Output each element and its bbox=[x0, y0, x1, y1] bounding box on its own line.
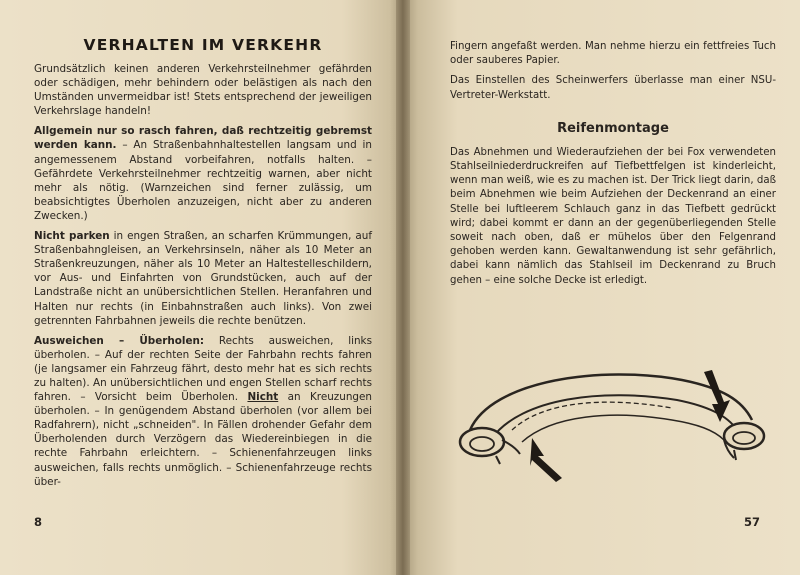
overtaking-text-b: an Kreuzungen überholen. – In genügendem Abstand überholen (vor allem bei Radfahrern), nicht „schneiden". In Fällen drohender Gefahr dem Überholenden durch Verzögern das Wiedereinbiegen in die rechte Fahrbahn erleichtern. – Schienenfahrzeugen links ausweichen, falls rechts unmöglich. – Schienenfahrzeuge rechts über- bbox=[34, 391, 372, 488]
overtaking-nicht: Nicht bbox=[247, 391, 279, 404]
nsu-paragraph: Das Einstellen des Scheinwerfers überlasse man einer NSU-Vertreter-Werkstatt. bbox=[450, 75, 776, 101]
speed-lead: Allgemein nur so rasch fahren, daß rechtzeitig gebremst werden kann. bbox=[34, 125, 372, 152]
parking-lead: Nicht parken bbox=[34, 230, 110, 243]
right-page bbox=[402, 0, 800, 575]
tire-mounting-paragraph: Das Abnehmen und Wiederaufziehen der bei Fox verwendeten Stahlseilniederdruckreifen auf Tiefbettfelgen ist kinderleicht, wenn man weiß, wie es zu machen ist. Der Trick liegt darin, daß beim Abnehmen wie beim Aufziehen der Deckenrand an einer Stelle bei luftleerem Schlauch ganz in das Tiefbett gedrückt wird; dabei kommt er dann an der gegenüberliegenden Stelle soweit nach oben, daß er mühelos über den Felgenrand gehoben werden kann. Gewaltanwendung ist sehr gefährlich, dabei kann nämlich das Stahlseil im Deckenrand zu Bruch gehen – eine solche Decke ist erledigt. bbox=[450, 146, 776, 286]
overtaking-text-a: Rechts ausweichen, links überholen. – Auf der rechten Seite der Fahrbahn rechts fahren (je langsamer ein Fahrzeug fährt, desto mehr hat es sich rechts zu halten). An unübersichtlichen und engen Stellen scharf rechts fahren. – Vorsicht beim Überholen. bbox=[34, 334, 372, 404]
overtaking-lead: Ausweichen – Überholen: bbox=[34, 334, 205, 347]
page-title: VERHALTEN IM VERKEHR bbox=[83, 36, 323, 54]
overtaking-paragraph bbox=[34, 334, 372, 489]
section-heading: Reifenmontage bbox=[557, 120, 669, 136]
page-number-left: 8 bbox=[34, 515, 43, 529]
continued-paragraph: Fingern angefaßt werden. Man nehme hierzu ein fettfreies Tuch oder sauberes Papier. bbox=[450, 41, 776, 67]
speed-text: – An Straßenbahnhaltestellen langsam und in angemessenem Abstand vorbeifahren, notfalls halten. – Gefährdete Verkehrsteilnehmer rechtzeitig warnen, aber nicht mehr als nötig. (Warnzeichen sind ferner zulässig, um beabsichtigtes Überholen anzuzeigen, nicht aber zu anderen Zwecken.) bbox=[34, 139, 373, 222]
parking-text: in engen Straßen, an scharfen Krümmungen, auf Straßenbahngleisen, an Verkehrsinseln, näher als 10 Meter an Straßenkreuzungen, näher als 10 Meter an Haltestelleschildern, vor Aus- und Einfahrten von Grundstücken, auch auf der Landstraße nicht an unübersichtlichen Stellen. Heranfahren und Halten nur rechts (in Einbahnstraßen auch links). Von zwei getrennten Fahrbahnen jeweils die rechte benützen. bbox=[34, 230, 372, 327]
speed-paragraph bbox=[34, 124, 372, 223]
page-number-right: 57 bbox=[743, 515, 760, 529]
parking-paragraph bbox=[34, 229, 372, 328]
tire-cross-section-icon bbox=[452, 360, 772, 490]
book-gutter bbox=[396, 0, 410, 575]
intro-paragraph: Grundsätzlich keinen anderen Verkehrsteilnehmer gefährden oder schädigen, mehr behindern oder belästigen als nach den Umständen unvermeidbar ist! Stets entsprechend der jeweiligen Verkehrslage handeln! bbox=[34, 63, 372, 118]
